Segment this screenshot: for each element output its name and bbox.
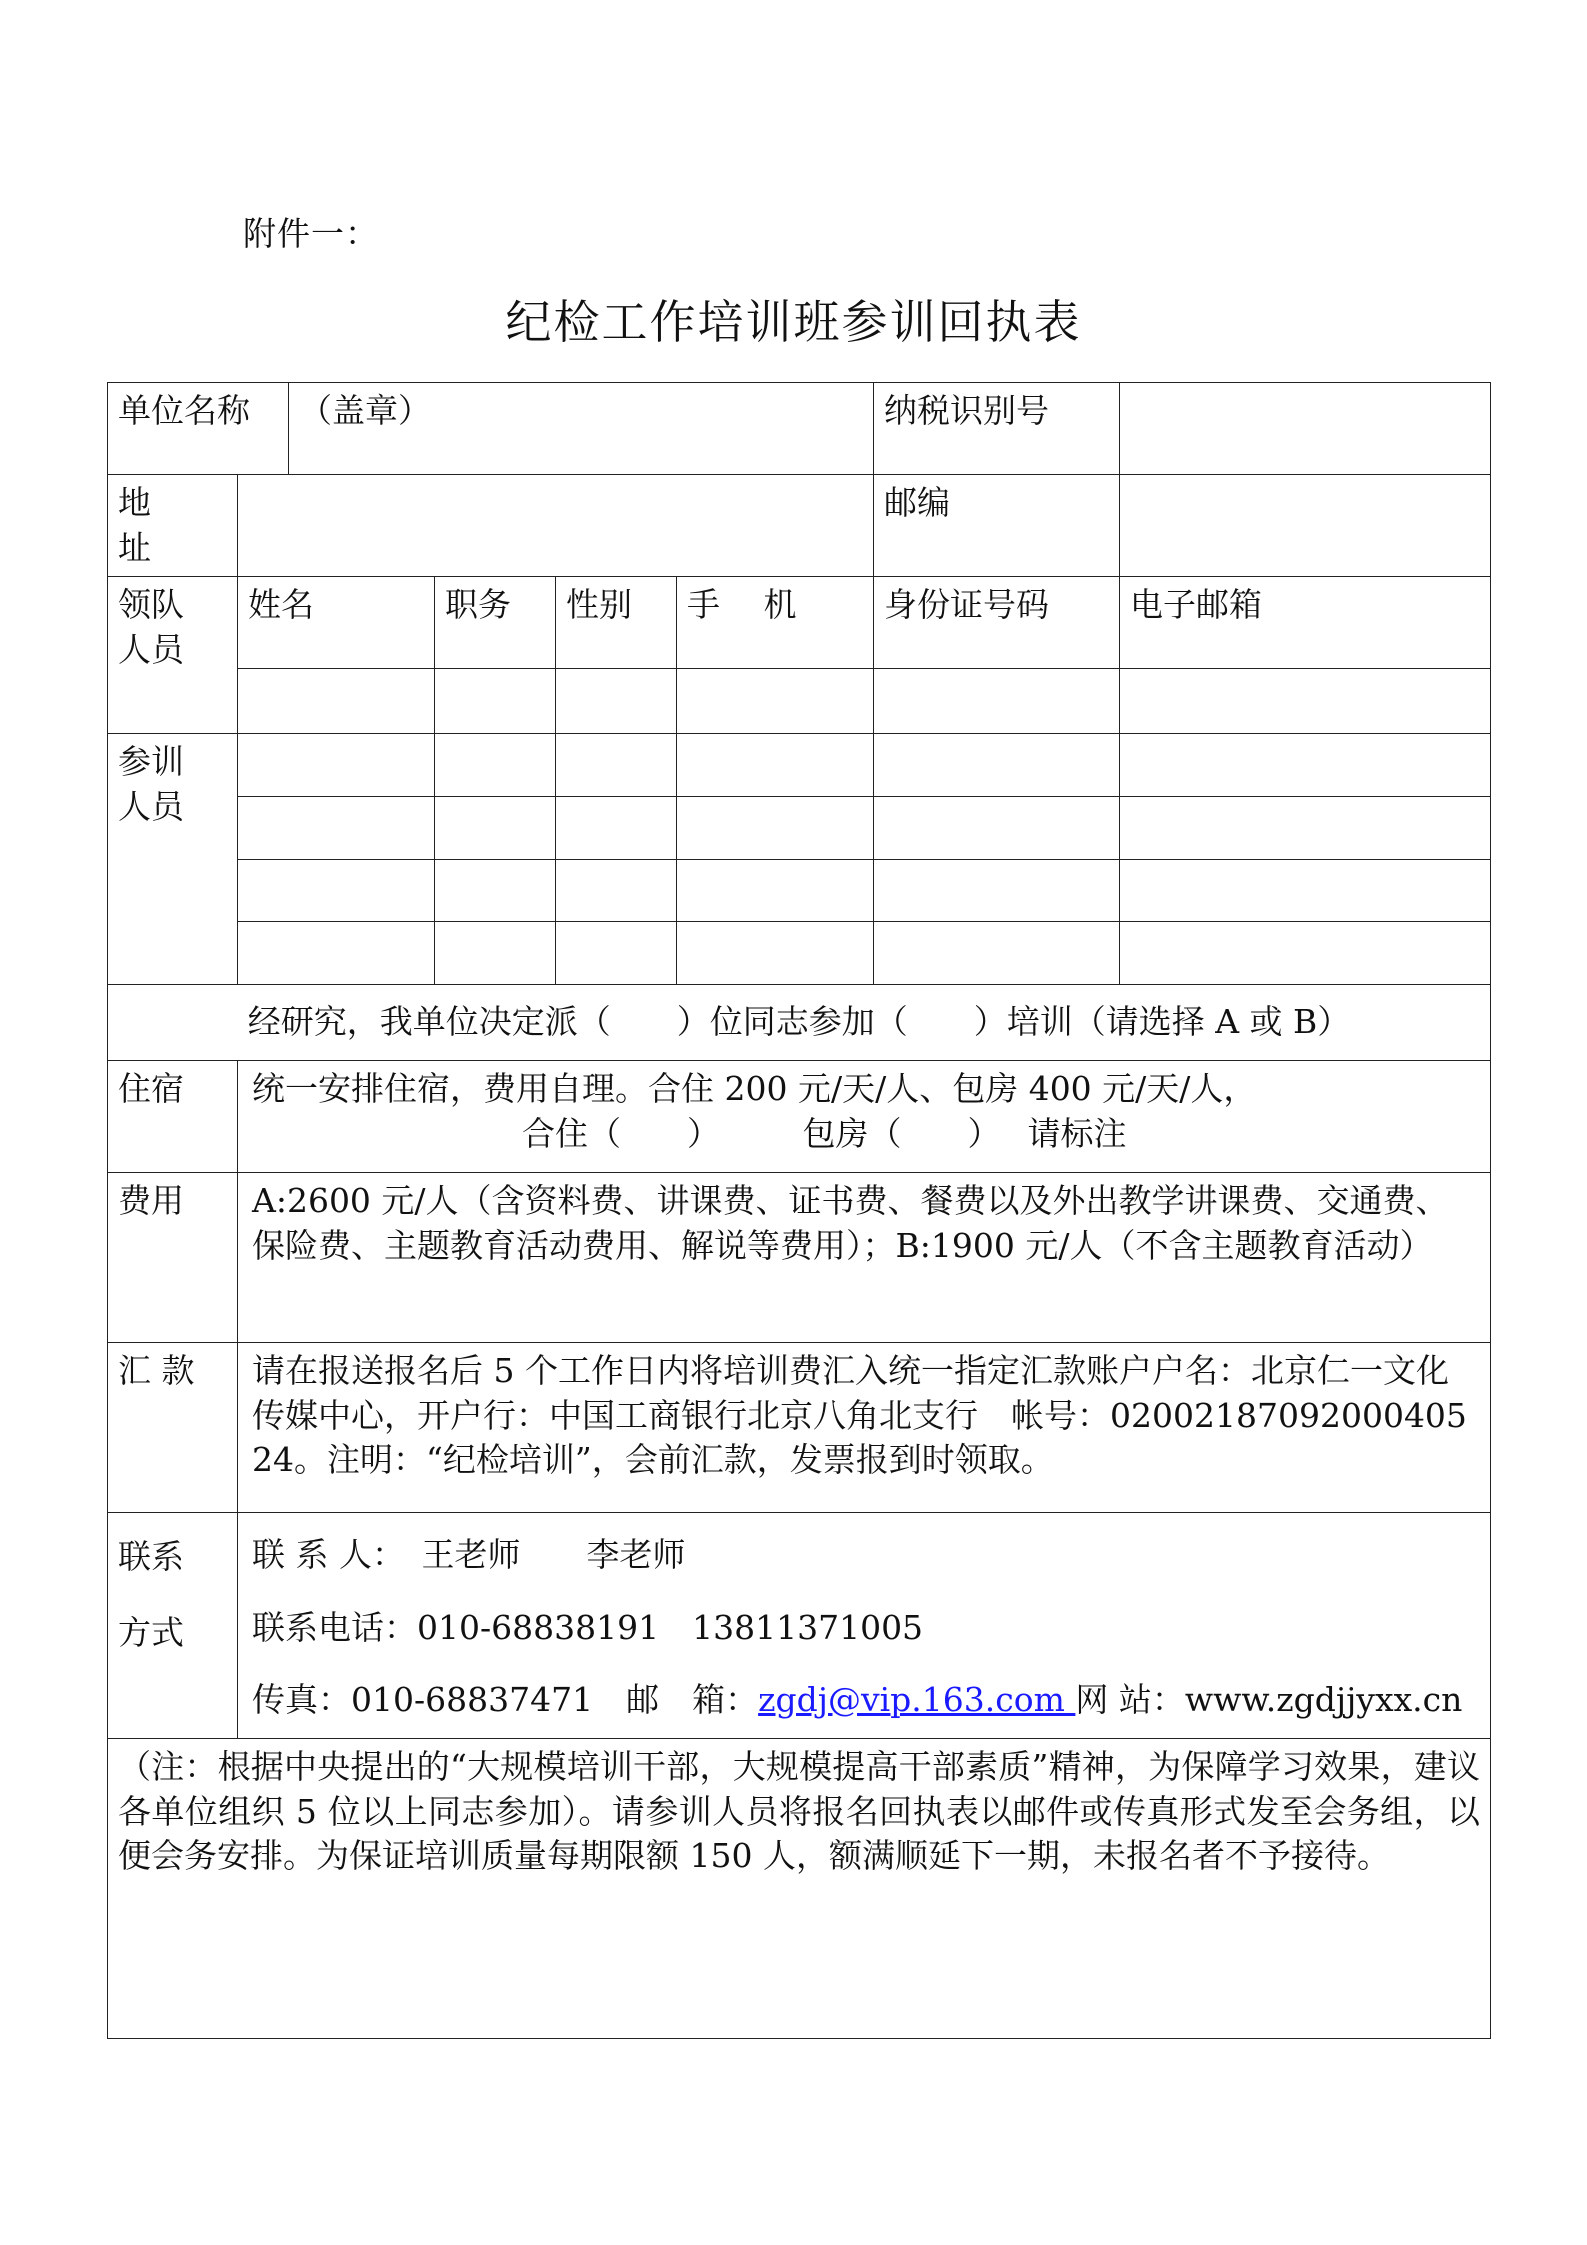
trainee-name-field[interactable]: [238, 734, 435, 797]
contact-label: [108, 1513, 238, 1739]
trainee-name-field[interactable]: [238, 922, 435, 985]
trainees-label: [108, 734, 238, 985]
registration-form-table: [107, 382, 1491, 2039]
accommodation-content: [238, 1061, 1491, 1173]
trainee-mobile-field[interactable]: [677, 860, 874, 922]
trainee-row: [108, 797, 1491, 860]
address-field[interactable]: [238, 475, 874, 577]
remittance-label: 汇 款: [108, 1343, 238, 1513]
trainee-row: [108, 860, 1491, 922]
trainee-row: [108, 734, 1491, 797]
leader-mobile-field[interactable]: [677, 669, 874, 734]
leader-header-row: [108, 577, 1491, 669]
trainees-label-text: 参训人员: [118, 742, 184, 826]
contact-row: [108, 1513, 1491, 1739]
postcode-field[interactable]: [1120, 475, 1491, 577]
column-header-name: 姓名: [238, 577, 435, 669]
leader-label-text: 领队人员: [118, 585, 184, 669]
decision-row: [108, 985, 1491, 1061]
trainee-mobile-field[interactable]: [677, 797, 874, 860]
address-row: [108, 475, 1491, 577]
contact-fax: 传真：010-68837471 邮 箱：: [252, 1680, 759, 1720]
trainee-email-field[interactable]: [1120, 797, 1491, 860]
contact-fax-line: [252, 1678, 1480, 1723]
contact-phone: 联系电话：010-68838191 13811371005: [252, 1607, 924, 1647]
decision-text[interactable]: 经研究，我单位决定派（ ）位同志参加（ ）培训（请选择 A 或 B）: [108, 985, 1491, 1061]
fees-row: [108, 1173, 1491, 1343]
address-label: 地 址: [108, 475, 238, 577]
unit-name-label: 单位名称: [108, 383, 289, 475]
column-header-gender: 性别: [556, 577, 677, 669]
trainee-gender-field[interactable]: [556, 922, 677, 985]
remittance-row: [108, 1343, 1491, 1513]
accommodation-row: [108, 1061, 1491, 1173]
trainee-gender-field[interactable]: [556, 860, 677, 922]
leader-position-field[interactable]: [435, 669, 556, 734]
trainee-position-field[interactable]: [435, 860, 556, 922]
leader-name-field[interactable]: [238, 669, 435, 734]
postcode-label: 邮编: [874, 475, 1120, 577]
tax-id-field[interactable]: [1120, 383, 1491, 475]
leader-id-field[interactable]: [874, 669, 1120, 734]
note-text: （注：根据中央提出的“大规模培训干部，大规模提高干部素质”精神，为保障学习效果，建议各单位组织 5 位以上同志参加）。请参训人员将报名回执表以邮件或传真形式发至会务组，以便会务安排。为保证培训质量每期限额 150 人，额满顺延下一期，未报名者不予接待。: [108, 1739, 1491, 2039]
column-header-id-number: 身份证号码: [874, 577, 1120, 669]
contact-content: [238, 1513, 1491, 1739]
leader-gender-field[interactable]: [556, 669, 677, 734]
trainee-gender-field[interactable]: [556, 797, 677, 860]
trainee-email-field[interactable]: [1120, 734, 1491, 797]
trainee-id-field[interactable]: [874, 797, 1120, 860]
contact-website: 网 站：www.zgdjjyxx.cn: [1075, 1680, 1463, 1720]
page-title: 纪检工作培训班参训回执表: [505, 295, 1082, 349]
trainee-position-field[interactable]: [435, 797, 556, 860]
trainee-email-field[interactable]: [1120, 860, 1491, 922]
trainee-mobile-field[interactable]: [677, 734, 874, 797]
note-row: [108, 1739, 1491, 2039]
trainee-id-field[interactable]: [874, 922, 1120, 985]
trainee-mobile-field[interactable]: [677, 922, 874, 985]
column-header-position: 职务: [435, 577, 556, 669]
trainee-row: [108, 922, 1491, 985]
trainee-name-field[interactable]: [238, 797, 435, 860]
unit-name-field[interactable]: （盖章）: [289, 383, 874, 475]
contact-label-line-2: 方式: [118, 1612, 184, 1652]
trainee-id-field[interactable]: [874, 860, 1120, 922]
accommodation-line-2[interactable]: 合住（ ） 包房（ ） 请标注: [522, 1113, 1127, 1153]
contact-persons: 联 系 人： 王老师 李老师: [252, 1535, 686, 1575]
trainee-gender-field[interactable]: [556, 734, 677, 797]
column-header-email: 电子邮箱: [1120, 577, 1491, 669]
trainee-position-field[interactable]: [435, 734, 556, 797]
attachment-label: 附件一：: [243, 214, 379, 253]
accommodation-label: 住宿: [108, 1061, 238, 1173]
remittance-text: 请在报送报名后 5 个工作日内将培训费汇入统一指定汇款账户户名：北京仁一文化传媒中心，开户行：中国工商银行北京八角北支行 帐号：0200218709200040524。注明：“纪检培训”，会前汇款，发票报到时领取。: [238, 1343, 1491, 1513]
contact-label-line-1: 联系: [118, 1537, 184, 1577]
trainee-name-field[interactable]: [238, 860, 435, 922]
accommodation-line-1: 统一安排住宿，费用自理。合住 200 元/天/人、包房 400 元/天/人，: [252, 1069, 1257, 1109]
contact-email-link[interactable]: zgdj@vip.163.com: [758, 1680, 1076, 1720]
leader-email-field[interactable]: [1120, 669, 1491, 734]
leader-label: [108, 577, 238, 734]
trainee-email-field[interactable]: [1120, 922, 1491, 985]
trainee-position-field[interactable]: [435, 922, 556, 985]
tax-id-label: 纳税识别号: [874, 383, 1120, 475]
fees-label: 费用: [108, 1173, 238, 1343]
column-header-mobile: 手 机: [677, 577, 874, 669]
trainee-id-field[interactable]: [874, 734, 1120, 797]
unit-row: [108, 383, 1491, 475]
leader-entry-row: [108, 669, 1491, 734]
fees-text: A:2600 元/人（含资料费、讲课费、证书费、餐费以及外出教学讲课费、交通费、保险费、主题教育活动费用、解说等费用）；B:1900 元/人（不含主题教育活动）: [238, 1173, 1491, 1343]
